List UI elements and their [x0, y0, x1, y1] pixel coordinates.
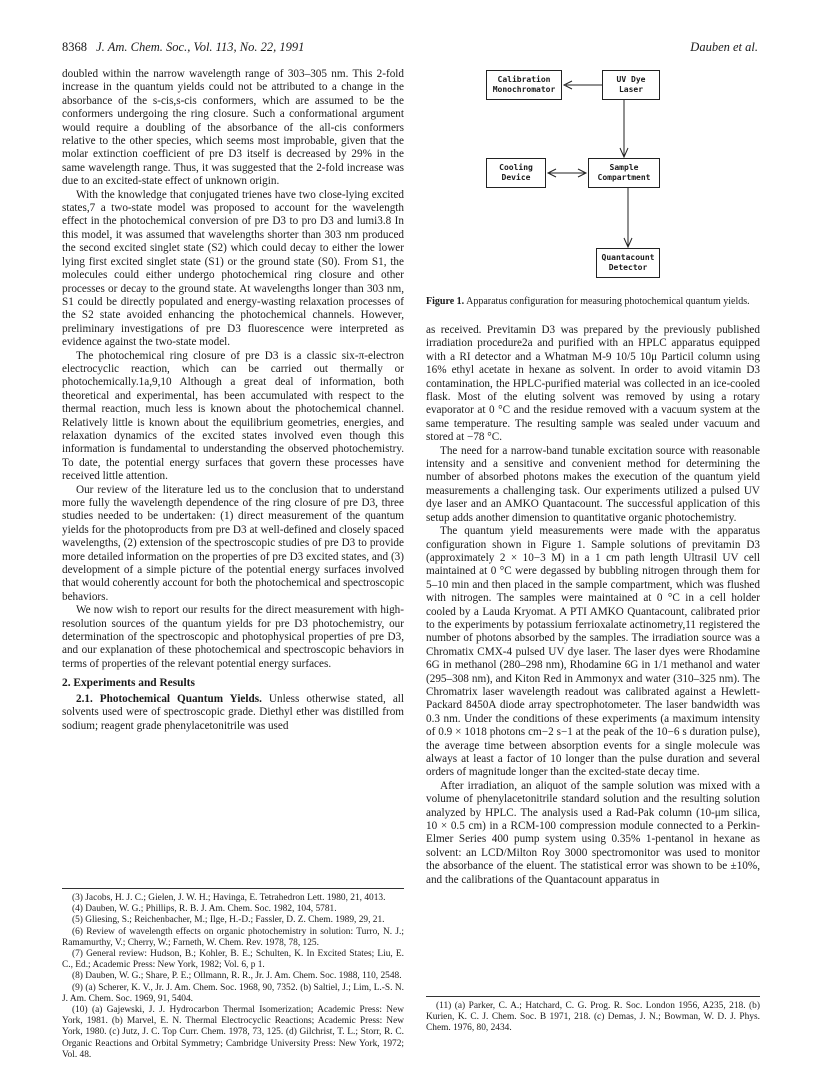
reference: (10) (a) Gajewski, J. J. Hydrocarbon Thermal Isomerization; Academic Press: New York, 1981. (b) Marvel, E. N. Thermal Electrocyclic Reactions; Academic Press: New York, 1980. (c) Jutz, J. C. Top Curr. Chem. 1978, 73, 125. (d) Gilchrist, T. L.; Storr, R. C. Organic Reactions and Orbital Symmetry; Cambridge University Press: New York, 1972; Vol. 48.	[62, 1005, 404, 1060]
footnotes-left	[62, 888, 404, 1061]
box-label: Cooling	[499, 163, 533, 172]
box-label: UV Dye	[616, 75, 646, 84]
box-label: Monochromator	[492, 85, 556, 94]
box-label: Device	[501, 173, 531, 182]
journal-citation: J. Am. Chem. Soc., Vol. 113, No. 22, 1991	[96, 40, 305, 54]
paragraph: After irradiation, an aliquot of the sample solution was mixed with a volume of phenylacetonitrile standard solution and the resulting solution analyzed by HPLC. The analysis used a Rad-Pak column (10-μm silica, 10 × 0.5 cm) in a RCM-100 compression module connected to a Perkin-Elmer Series 400 pump system using 0.35% 1-pentanol in hexane as solvent: an LCD/Milton Roy 3000 spectromonitor was used to monitor the absorbance of the eluent. The statistical error was shown to be ±10%, and the calibrations of the Quantacount apparatus in	[426, 779, 760, 886]
paragraph: The photochemical ring closure of pre D3 is a classic six-π-electron electrocyclic reaction, which can be carried out thermally or photochemically.1a,9,10 Although a great deal of information, both theoretical and experimental, has been accumulated with respect to the thermal reaction, much less is known about the photochemical channel. Relatively little is known about the equilibrium geometries, energies, and relaxation dynamics of the excited states involved even though this information is fundamental to understanding the observed photochemistry. To date, the potential energy surfaces that govern these processes have received little attention.	[62, 349, 404, 483]
arrowhead-down	[620, 148, 628, 157]
box-label: Laser	[618, 85, 644, 94]
author-running-head: Dauben et al.	[690, 40, 758, 54]
reference: (6) Review of wavelength effects on organic photochemistry in solution: Turro, N. J.; Ramamurthy, V.; Cherry, W.; Farneth, W. Chem. Rev. 1978, 78, 125.	[62, 926, 404, 948]
reference: (9) (a) Scherer, K. V., Jr. J. Am. Chem. Soc. 1968, 90, 7352. (b) Saltiel, J.; Lim, L.-S. N. J. Am. Chem. Soc. 1969, 91, 5404.	[62, 982, 404, 1004]
paragraph: The need for a narrow-band tunable excitation source with reasonable intensity and a sensitive and convenient method for determining the number of absorbed photons makes the execution of the quantum yield measurements a challenging task. Our experiments utilized a pulsed UV dye laser and an AMKO Quantacount. The successful application of this setup adds another dimension to quantitative organic photochemistry.	[426, 444, 760, 524]
figure-caption	[426, 296, 760, 308]
subsection-heading: 2.1. Photochemical Quantum Yields.	[76, 692, 262, 705]
sample-compartment-box	[588, 158, 660, 188]
paragraph: Our review of the literature led us to the conclusion that to understand more fully the wavelength dependence of the ring closure of pre D3, three studies needed to be undertaken: (1) direct measurement of the quantum yields for the photoproducts from pre D3 at well-defined and closely spaced wavelengths, (2) extension of the spectroscopic studies of pre D3 to provide more detailed information on the properties of pre D3 excited states, and (3) development of a simple picture of the potential energy surfaces involved that would coherently account for both the photochemical and spectroscopic behaviors.	[62, 483, 404, 603]
uv-dye-laser-box	[602, 70, 660, 100]
subsection-text: Unless otherwise stated, all solvents used were of spectroscopic grade. Diethyl ether was distilled from sodium; reagent grade phenylacetonitrile was used	[62, 692, 404, 732]
paragraph: With the knowledge that conjugated trienes have two close-lying excited states,7 a two-state model was proposed to account for the wavelength effect in the photochemical conversion of pre D3 to pro D3 and lumi3.8 In this model, it was assumed that wavelengths shorter than 303 nm produced the second excited singlet state (S2) which could decay to either the lower lying first excited singlet state (S1) or the ground state (S0). From S1, the molecules could either undergo photochemical ring closure and other processes or decay to the ground state. At wavelengths longer than 303 nm, S1 could be directly populated and energy-wasting relaxation processes of the S2 state avoided enhancing the photochemical channels. However, preliminary investigations of pre D3 fluorescence were interpreted as evidence against the two-state model.	[62, 188, 404, 349]
footnotes-right	[426, 996, 760, 1035]
reference: (5) Gliesing, S.; Reichenbacher, M.; Ilge, H.-D.; Fassler, D. Z. Chem. 1989, 29, 21.	[72, 915, 385, 926]
reference: (7) General review: Hudson, B.; Kohler, B. E.; Schulten, K. In Excited States; Liu, E. C., Ed.; Academic Press: New York, 1982; Vol. 6, p 1.	[62, 949, 404, 971]
caption-text: Apparatus configuration for measuring photochemical quantum yields.	[466, 296, 750, 307]
reference: (3) Jacobs, H. J. C.; Gielen, J. W. H.; Havinga, E. Tetrahedron Lett. 1980, 21, 4013.	[72, 893, 386, 903]
right-column	[426, 324, 760, 887]
arrowhead-down	[624, 238, 632, 247]
section-heading: 2. Experiments and Results	[62, 677, 195, 690]
box-label: Quantacount	[601, 253, 655, 262]
left-column	[62, 68, 404, 733]
box-label: Sample	[609, 163, 639, 172]
paragraph: The quantum yield measurements were made with the apparatus configuration shown in Figure 1. Sample solutions of previtamin D3 (approximately 2 × 10−3 M) in a 1 cm path length Ultrasil UV cell maintained at 0 °C were degassed by bubbling nitrogen through them for 5–10 min and then placed in the sample compartment, which was flushed with nitrogen. The samples were maintained at 0 °C in a cell holder cooled by a Lauda Kryomat. A PTI AMKO Quantacount, calibrated prior to the experiments by potassium ferrioxalate actinometry,11 registered the number of photons absorbed by the samples. The irradiation source was a Chromatix CMX-4 pulsed UV dye laser. The laser dyes were Rhodamine 6G in methanol (280–298 nm), Rhodamine 6G in 1/1 methanol and water (295–308 nm), and Kiton Red in Ammonyx and water (310–325 nm). The Chromatrix laser wavelength readout was calibrated against a Hewlett-Packard 8450A diode array spectrophotometer. The laser bandwidth was 0.3 nm. Under the conditions of these experiments (a maximum intensity of 0.9 × 1018 photons cm−2 s−1 at the peak of the 10−6 s duration pulse), the average time between absorption events for a single molecule was always at least a factor of 10 longer than the pulse duration and several orders of magnitude longer than the excited-state decay time.	[426, 525, 760, 779]
reference: (11) (a) Parker, C. A.; Hatchard, C. G. Prog. R. Soc. London 1956, A235, 218. (b) Kurien, K. C. J. Chem. Soc. B 1971, 218. (c) Demas, J. N.; Bowman, W. D. J. Phys. Chem. 1976, 80, 2434.	[426, 1001, 760, 1034]
box-label: Detector	[608, 263, 648, 272]
reference: (4) Dauben, W. G.; Phillips, R. B. J. Am. Chem. Soc. 1982, 104, 5781.	[72, 904, 337, 915]
arrowhead-left	[548, 169, 556, 177]
arrowhead-right	[578, 169, 586, 177]
page-number: 8368	[62, 40, 87, 54]
running-header	[62, 40, 758, 58]
figure-1-diagram	[476, 60, 660, 282]
box-label: Calibration	[497, 75, 551, 84]
figure-label: Figure 1.	[426, 296, 465, 307]
paragraph: We now wish to report our results for the direct measurement with high-resolution sources of the quantum yields for pre D3 photochemistry, our determination of the spectroscopic and photophysical properties of pre D3, and our explanation of these photochemical and spectroscopic behaviors in terms of properties of the relevant potential energy surfaces.	[62, 604, 404, 670]
box-label: Compartment	[597, 173, 651, 182]
quantacount-detector-box	[596, 248, 660, 278]
arrowhead-left	[564, 81, 572, 89]
calibration-monochromator-box	[486, 70, 562, 100]
paragraph: doubled within the narrow wavelength range of 303–305 nm. This 2-fold increase in the quantum yields could not be attributed to a change in the absorbance of the s-cis,s-cis conformers, which are assumed to be the conformers undergoing the ring closure. Such a conformational argument would require a doubling of the absorbance of the all-cis conformers relative to the other species, which seems most improbable, given that the molar extinction coefficient of pre D3 itself is decreased by 29% in the same wavelength range. Thus, it was suggested that the 2-fold increase was due to an excited-state effect of unknown origin.	[62, 68, 404, 188]
cooling-device-box	[486, 158, 546, 188]
paragraph	[62, 693, 404, 733]
reference: (8) Dauben, W. G.; Share, P. E.; Ollmann, R. R., Jr. J. Am. Chem. Soc. 1988, 110, 2548.	[72, 971, 402, 982]
paragraph: as received. Previtamin D3 was prepared by the previously published irradiation procedure2a and purified with an HPLC apparatus equipped with a RI detector and a Whatman M-9 10/5 10μ Particil column using 16% ethyl acetate in hexane as solvent. In order to avoid vitamin D3 contamination, the HPLC-purified material was collected in an ice-cooled flask. Most of the eluting solvent was removed by using a rotary evaporator at 0 °C and the residue removed with a vacuum system at the same temperature. The resulting sample was sealed under vacuum and stored at −78 °C.	[426, 324, 760, 444]
